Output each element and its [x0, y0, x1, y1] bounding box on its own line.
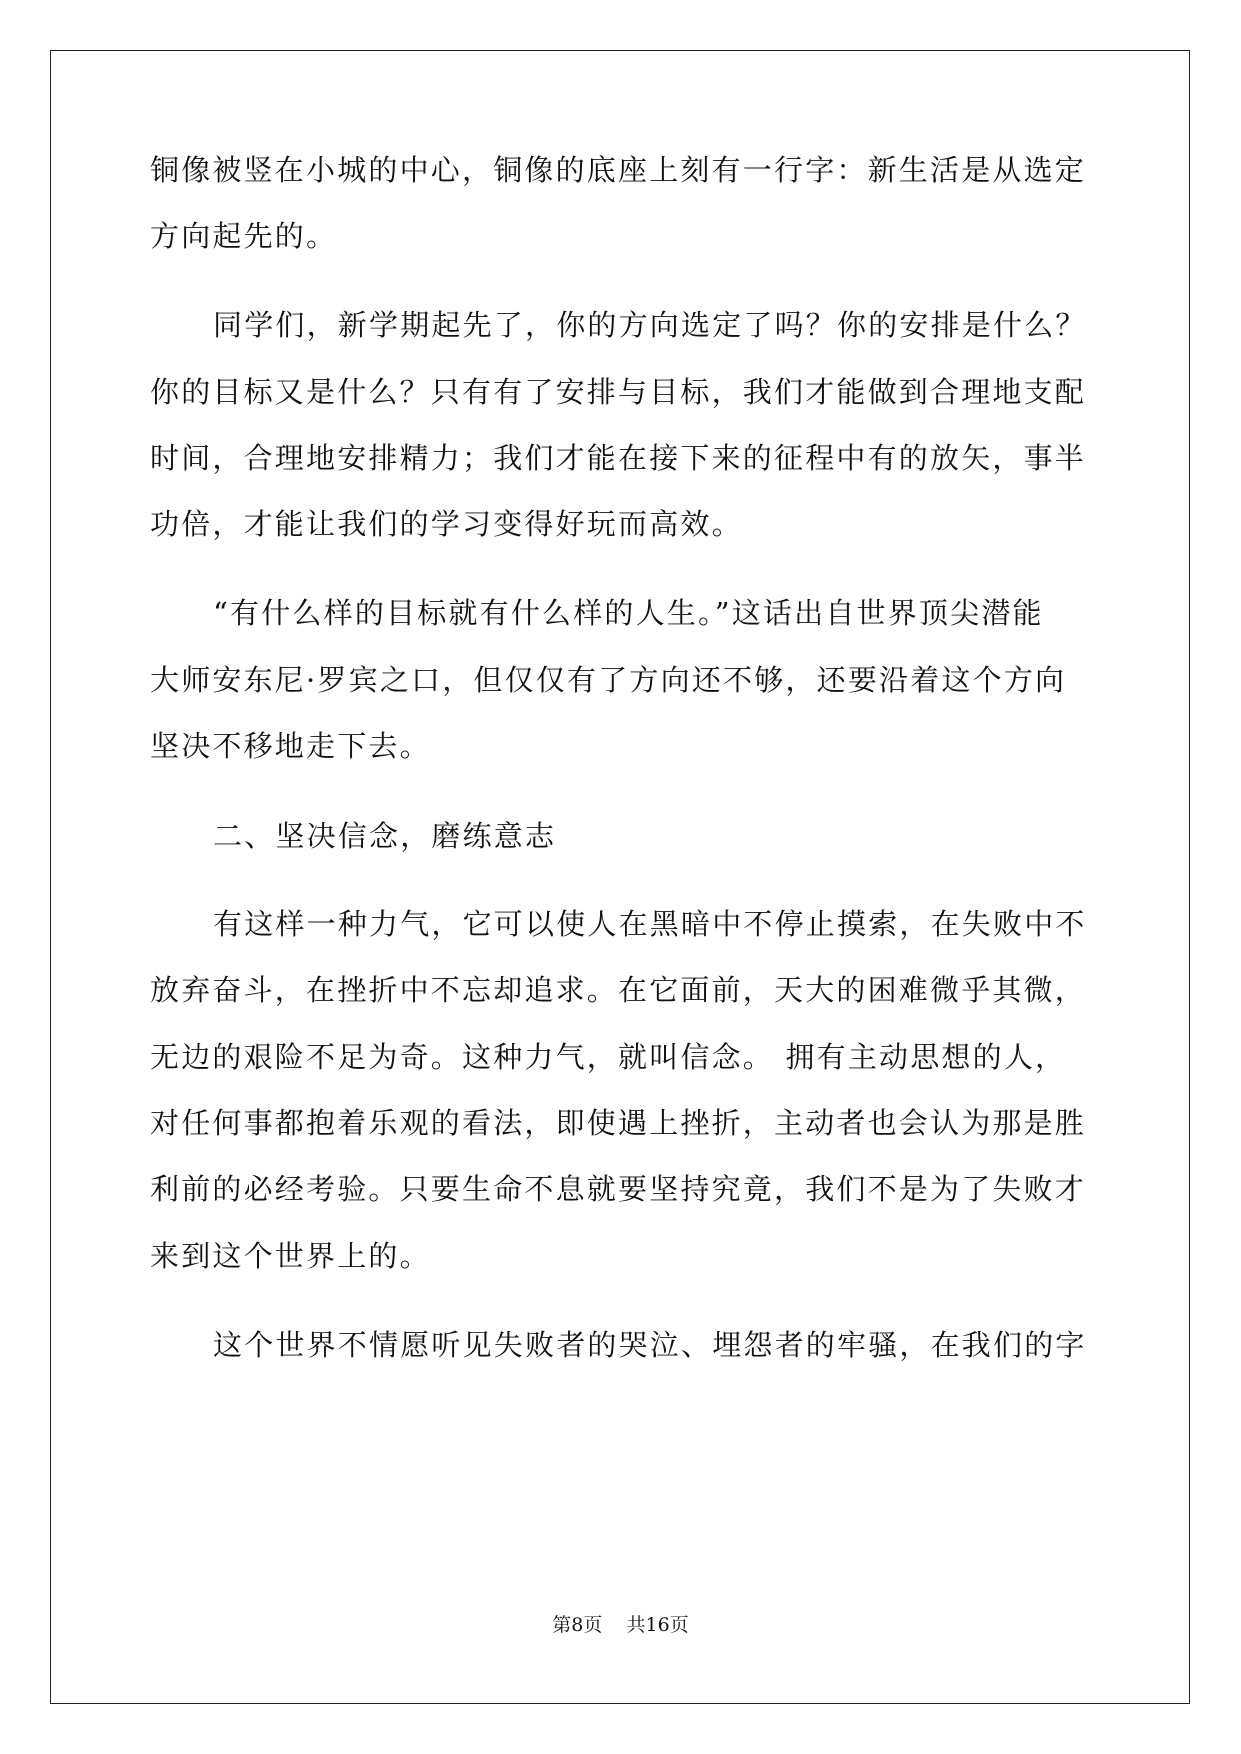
text-line: 坚决不移地走下去。 [150, 729, 431, 763]
section-heading: 二、坚决信念，磨练意志 [213, 819, 557, 853]
text-line: 时间，合理地安排精力；我们才能在接下来的征程中有的放矢，事半 [150, 441, 1087, 475]
paragraph-start-line: 同学们，新学期起先了，你的方向选定了吗？你的安排是什么？ [213, 308, 1087, 342]
page-number: 第8页 [552, 1614, 603, 1636]
text-line: 大师安东尼·罗宾之口，但仅仅有了方向还不够，还要沿着这个方向 [150, 663, 1067, 697]
text-line: 功倍，才能让我们的学习变得好玩而高效。 [150, 507, 743, 541]
paragraph-start-line: 有这样一种力气，它可以使人在黑暗中不停止摸索，在失败中不 [213, 907, 1087, 941]
text-line: 你的目标又是什么？只有有了安排与目标，我们才能做到合理地支配 [150, 375, 1087, 409]
text-line: 方向起先的。 [150, 219, 338, 253]
text-line: 来到这个世界上的。 [150, 1239, 431, 1273]
text-line: 利前的必经考验。只要生命不息就要坚持究竟，我们不是为了失败才 [150, 1172, 1087, 1206]
text-line: 对任何事都抱着乐观的看法，即使遇上挫折，主动者也会认为那是胜 [150, 1106, 1087, 1140]
paragraph-start-line: “有什么样的目标就有什么样的人生。”这话出自世界顶尖潜能 [213, 596, 1044, 630]
text-line: 无边的艰险不足为奇。这种力气，就叫信念。 拥有主动思想的人， [150, 1040, 1067, 1074]
page-footer [0, 1613, 1241, 1637]
page-border [50, 50, 1190, 1704]
text-line: 放弃奋斗，在挫折中不忘却追求。在它面前，天大的困难微乎其微， [150, 973, 1087, 1007]
paragraph-start-line: 这个世界不情愿听见失败者的哭泣、埋怨者的牢骚，在我们的字 [213, 1328, 1087, 1362]
text-line: 铜像被竖在小城的中心，铜像的底座上刻有一行字：新生活是从选定 [150, 153, 1087, 187]
page-total: 共16页 [626, 1614, 689, 1636]
